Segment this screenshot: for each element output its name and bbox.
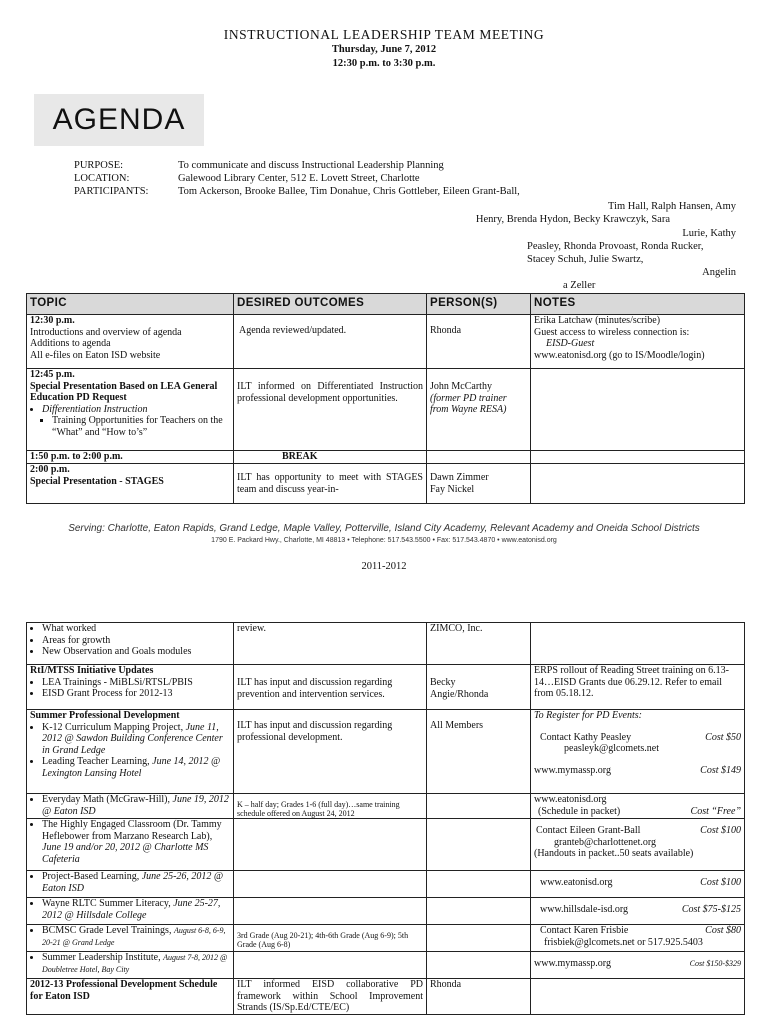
event-date: June 14, 2012 @ Lexington Lansing Hotel [42, 756, 221, 779]
table-row [27, 979, 745, 1015]
person-text: All Members [430, 720, 484, 731]
purpose-label: PURPOSE: [74, 160, 124, 171]
notes-title: To Register for PD Events: [534, 710, 642, 721]
topic-line: Additions to agenda [30, 338, 111, 349]
event-date: June 19 and/or 20, 2012 @ Charlotte MS Cafeteria [42, 842, 209, 865]
participants-line: Lurie, Kathy [682, 228, 736, 239]
notes-line: Erika Latchaw (minutes/scribe) [534, 315, 661, 326]
outcome-text: ILT informed EISD collaborative PD framework within School Improvement Strands (IS/Sp.Ed/CTE/EC) [234, 979, 427, 1015]
footer-serving: Serving: Charlotte, Eaton Rapids, Grand Ledge, Maple Valley, Potterville, Island City Academy, Relevant Academy and Oneida School Districts [68, 523, 700, 534]
table-row [27, 925, 745, 952]
event-website[interactable]: www.hillsdale-isd.org [540, 904, 629, 915]
meeting-date: Thursday, June 7, 2012 [331, 44, 437, 55]
topic-bullet: BCMSC Grade Level Trainings, [42, 925, 172, 936]
event-date: August 6-8, 6-9, 20-21 @ Grand Ledge [42, 926, 226, 947]
wifi-ssid: EISD-Guest [546, 338, 595, 349]
event-cost: Cost $100 [700, 877, 741, 888]
topic-bullet: Wayne RLTC Summer Literacy, [42, 898, 171, 909]
contact-name: Contact Eileen Grant-Ball [536, 825, 641, 836]
row-time: 2:00 p.m. [30, 464, 70, 475]
location-value: Galewood Library Center, 512 E. Lovett Street, Charlotte [178, 173, 420, 184]
notes-line: Guest access to wireless connection is: [534, 326, 690, 338]
person-text: Becky [430, 677, 456, 688]
break-label: BREAK [282, 451, 318, 462]
website-link[interactable]: www.eatonisd.org (go to IS/Moodle/login) [534, 349, 705, 361]
topic-bullet: • Areas for growth [42, 635, 230, 647]
topic-bullet: Everyday Math (McGraw-Hill), [42, 794, 171, 805]
person-text: Angie/Rhonda [430, 688, 489, 700]
outcome-text: ILT has input and discussion regarding professional development. [237, 720, 393, 743]
outcome-text: review. [234, 623, 427, 665]
table-header-row [27, 294, 745, 315]
table-row [27, 451, 745, 464]
table-row [27, 623, 745, 665]
participants-line: Henry, Brenda Hydon, Becky Krawczyk, Sara [475, 214, 670, 225]
table-row [27, 794, 745, 819]
agenda-heading: AGENDA [34, 94, 204, 146]
event-website[interactable]: www.eatonisd.org [540, 877, 613, 888]
topic-bullet: The Highly Engaged Classroom (Dr. Tammy Heflebower from Marzano Research Lab), [42, 819, 222, 842]
event-website[interactable]: www.eatonisd.org [534, 794, 607, 805]
outcome-text: ILT informed on Differentiated Instruction professional development opportunities. [237, 381, 423, 404]
event-website[interactable]: www.mymassp.org [534, 958, 611, 969]
table-row [27, 952, 745, 979]
person-note: (former PD trainer from Wayne RESA) [430, 392, 507, 415]
topic-bullet: • EISD Grant Process for 2012-13 [42, 688, 230, 700]
participants-line: Tom Ackerson, Brooke Ballee, Tim Donahue, Chris Gottleber, Eileen Grant-Ball, [178, 186, 520, 197]
person-text: John McCarthy [430, 381, 492, 392]
event-cost: Cost $80 [705, 925, 741, 936]
event-date: June 19, 2012 @ Eaton ISD [42, 794, 229, 817]
participants-label: PARTICIPANTS: [74, 186, 149, 197]
topic-title: Special Presentation Based on LEA General Education PD Request [30, 380, 218, 403]
footer-year: 2011-2012 [361, 561, 407, 572]
participants-line: Peasley, Rhonda Provoast, Ronda Rucker, [527, 241, 704, 252]
topic-bullet: • LEA Trainings - MiBLSi/RTSL/PBIS [42, 677, 230, 689]
event-date: June 11, 2012 @ Sawdon Building Conference Center in Grand Ledge [42, 721, 223, 756]
event-cost: Cost $150-$329 [689, 959, 741, 968]
outcome-text: ILT has input and discussion regarding prevention and intervention services. [237, 677, 393, 700]
topic-line: All e-files on Eaton ISD website [30, 349, 161, 361]
event-date: August 7-8, 2012 @ Doubletree Hotel, Bay City [42, 953, 228, 974]
contact-name: Contact Kathy Peasley [540, 731, 632, 743]
agenda-table [26, 293, 745, 504]
event-cost: Cost $149 [700, 764, 741, 776]
topic-title: Special Presentation - STAGES [30, 475, 164, 487]
topic-bullet: K-12 Curriculum Mapping Project, [42, 721, 184, 733]
participants-line: Angelin [702, 267, 736, 278]
event-cost: Cost $100 [700, 825, 741, 836]
person-text: Dawn Zimmer [430, 472, 489, 483]
topic-title: Summer Professional Development [30, 710, 180, 721]
table-row [27, 665, 745, 710]
row-time: 12:45 p.m. [30, 369, 75, 380]
table-row [27, 871, 745, 898]
header-outcomes: DESIRED OUTCOMES [234, 294, 427, 315]
participants-line: Stacey Schuh, Julie Swartz, [527, 254, 644, 265]
contact-email[interactable]: frisbiek@glcomets.net or 517.925.5403 [544, 936, 703, 948]
table-row [27, 315, 745, 369]
agenda-table-continued [26, 622, 745, 1015]
purpose-value: To communicate and discuss Instructional Leadership Planning [178, 160, 444, 171]
meeting-time: 12:30 p.m. to 3:30 p.m. [332, 58, 436, 69]
meeting-title: INSTRUCTIONAL LEADERSHIP TEAM MEETING [223, 27, 545, 42]
footer-address: 1790 E. Packard Hwy., Charlotte, MI 48813 • Telephone: 517.543.5500 • Fax: 517.543.4870 • www.eatonisd.org [211, 537, 557, 544]
location-label: LOCATION: [74, 173, 130, 184]
header-topic: TOPIC [27, 294, 234, 315]
header-persons: PERSON(S) [427, 294, 531, 315]
contact-name: Contact Karen Frisbie [540, 925, 629, 936]
notes-text: ERPS rollout of Reading Street training on 6.13-14…EISD Grants due 06.29.12. Refer to email from 05.18.12. [531, 665, 745, 710]
topic-bullet: Leading Teacher Learning, [42, 756, 150, 767]
topic-bullet: Summer Leadership Institute, [42, 952, 161, 963]
row-time: 1:50 p.m. to 2:00 p.m. [27, 451, 234, 464]
event-date: June 25-27, 2012 @ Hillsdale College [42, 898, 221, 921]
event-cost: Cost $50 [705, 731, 741, 743]
event-date: June 25-26, 2012 @ Eaton ISD [42, 871, 224, 894]
table-row [27, 898, 745, 925]
event-website[interactable]: www.mymassp.org [534, 764, 611, 776]
person-text: Rhonda [427, 979, 531, 1015]
topic-bullet: Project-Based Learning, [42, 871, 140, 882]
outcome-text: 3rd Grade (Aug 20-21); 4th-6th Grade (Aug 6-9); 5th Grade (Aug 6-8) [237, 931, 409, 949]
packet-note: (Schedule in packet) [538, 805, 621, 817]
table-row [27, 819, 745, 871]
topic-sub-bullet: ▪ Training Opportunities for Teachers on the “What” and “How to’s” [52, 415, 230, 438]
topic-line: Introductions and overview of agenda [30, 326, 182, 338]
person-text: ZIMCO, Inc. [427, 623, 531, 665]
topic-bullet: • New Observation and Goals modules [42, 646, 230, 658]
topic-bullet: • What worked [42, 623, 230, 635]
contact-email[interactable]: peasleyk@glcomets.net [564, 743, 660, 754]
participants-line: Tim Hall, Ralph Hansen, Amy [608, 201, 736, 212]
topic-title: 2012-13 Professional Development Schedule for Eaton ISD [27, 979, 234, 1015]
packet-note: (Handouts in packet..50 seats available) [534, 848, 694, 859]
topic-bullet: • Differentiation Instruction [42, 404, 230, 416]
table-row [27, 369, 745, 451]
outcome-text: K – half day; Grades 1-6 (full day)…same training schedule offered on August 24, 2012 [237, 800, 400, 818]
participants-line: a Zeller [563, 280, 596, 291]
person-text: Rhonda [430, 325, 462, 336]
table-row [27, 464, 745, 504]
contact-email[interactable]: granteb@charlottenet.org [554, 836, 657, 848]
row-time: 12:30 p.m. [30, 315, 75, 326]
event-cost: Cost “Free” [690, 805, 741, 817]
person-text: Fay Nickel [430, 483, 475, 495]
table-row [27, 710, 745, 794]
outcome-text: ILT has opportunity to meet with STAGES team and discuss year-in- [237, 472, 423, 495]
event-cost: Cost $75-$125 [681, 904, 741, 915]
outcome-text: Agenda reviewed/updated. [239, 325, 347, 336]
topic-title: RtI/MTSS Initiative Updates [30, 665, 154, 676]
header-notes: NOTES [531, 294, 745, 315]
